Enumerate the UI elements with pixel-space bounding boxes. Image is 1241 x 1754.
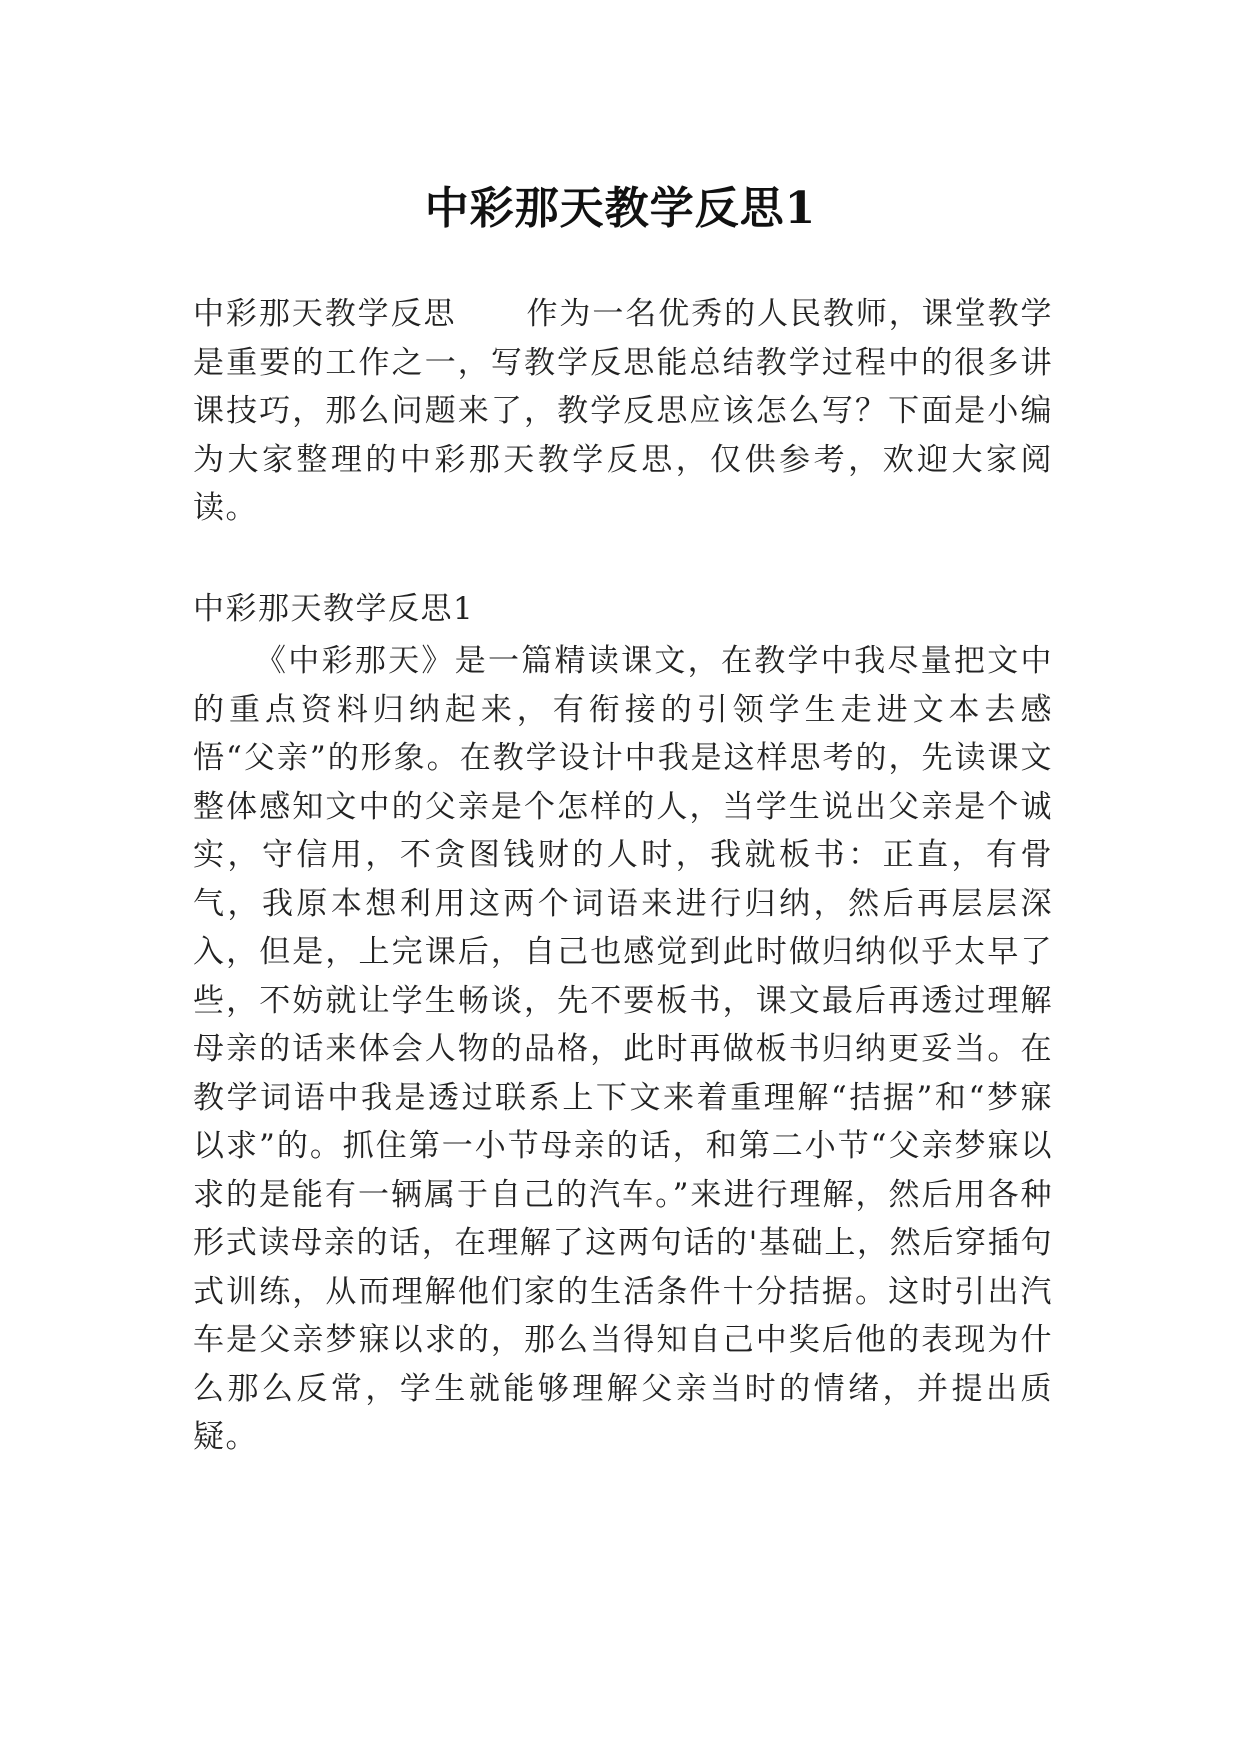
intro-paragraph [193, 290, 1053, 533]
section-paragraph: 《中彩那天》是一篇精读课文，在教学中我尽量把文中的重点资料归纳起来，有衔接的引领学生走进文本去感悟“父亲”的形象。在教学设计中我是这样思考的，先读课文整体感知文中的父亲是个怎样的人，当学生说出父亲是个诚实，守信用，不贪图钱财的人时，我就板书：正直，有骨气，我原本想利用这两个词语来进行归纳，然后再层层深入，但是，上完课后，自己也感觉到此时做归纳似乎太早了些，不妨就让学生畅谈，先不要板书，课文最后再透过理解母亲的话来体会人物的品格，此时再做板书归纳更妥当。在教学词语中我是透过联系上下文来着重理解“拮据”和“梦寐以求”的。抓住第一小节母亲的话，和第二小节“父亲梦寐以求的是能有一辆属于自己的汽车。”来进行理解，然后用各种形式读母亲的话，在理解了这两句话的'基础上，然后穿插句式训练，从而理解他们家的生活条件十分拮据。这时引出汽车是父亲梦寐以求的，那么当得知自己中奖后他的表现为什么那么反常，学生就能够理解父亲当时的情绪，并提出质疑。 [193, 643, 1053, 1455]
section-body [193, 637, 1053, 1462]
intro-text: 作为一名优秀的人民教师，课堂教学是重要的工作之一，写教学反思能总结教学过程中的很多讲课技巧，那么问题来了，教学反思应该怎么写？下面是小编为大家整理的中彩那天教学反思，仅供参考，欢迎大家阅读。 [193, 296, 1054, 526]
document-title: 中彩那天教学反思1 [424, 183, 817, 235]
section-heading: 中彩那天教学反思1 [193, 591, 475, 627]
intro-label: 中彩那天教学反思 [193, 296, 457, 332]
